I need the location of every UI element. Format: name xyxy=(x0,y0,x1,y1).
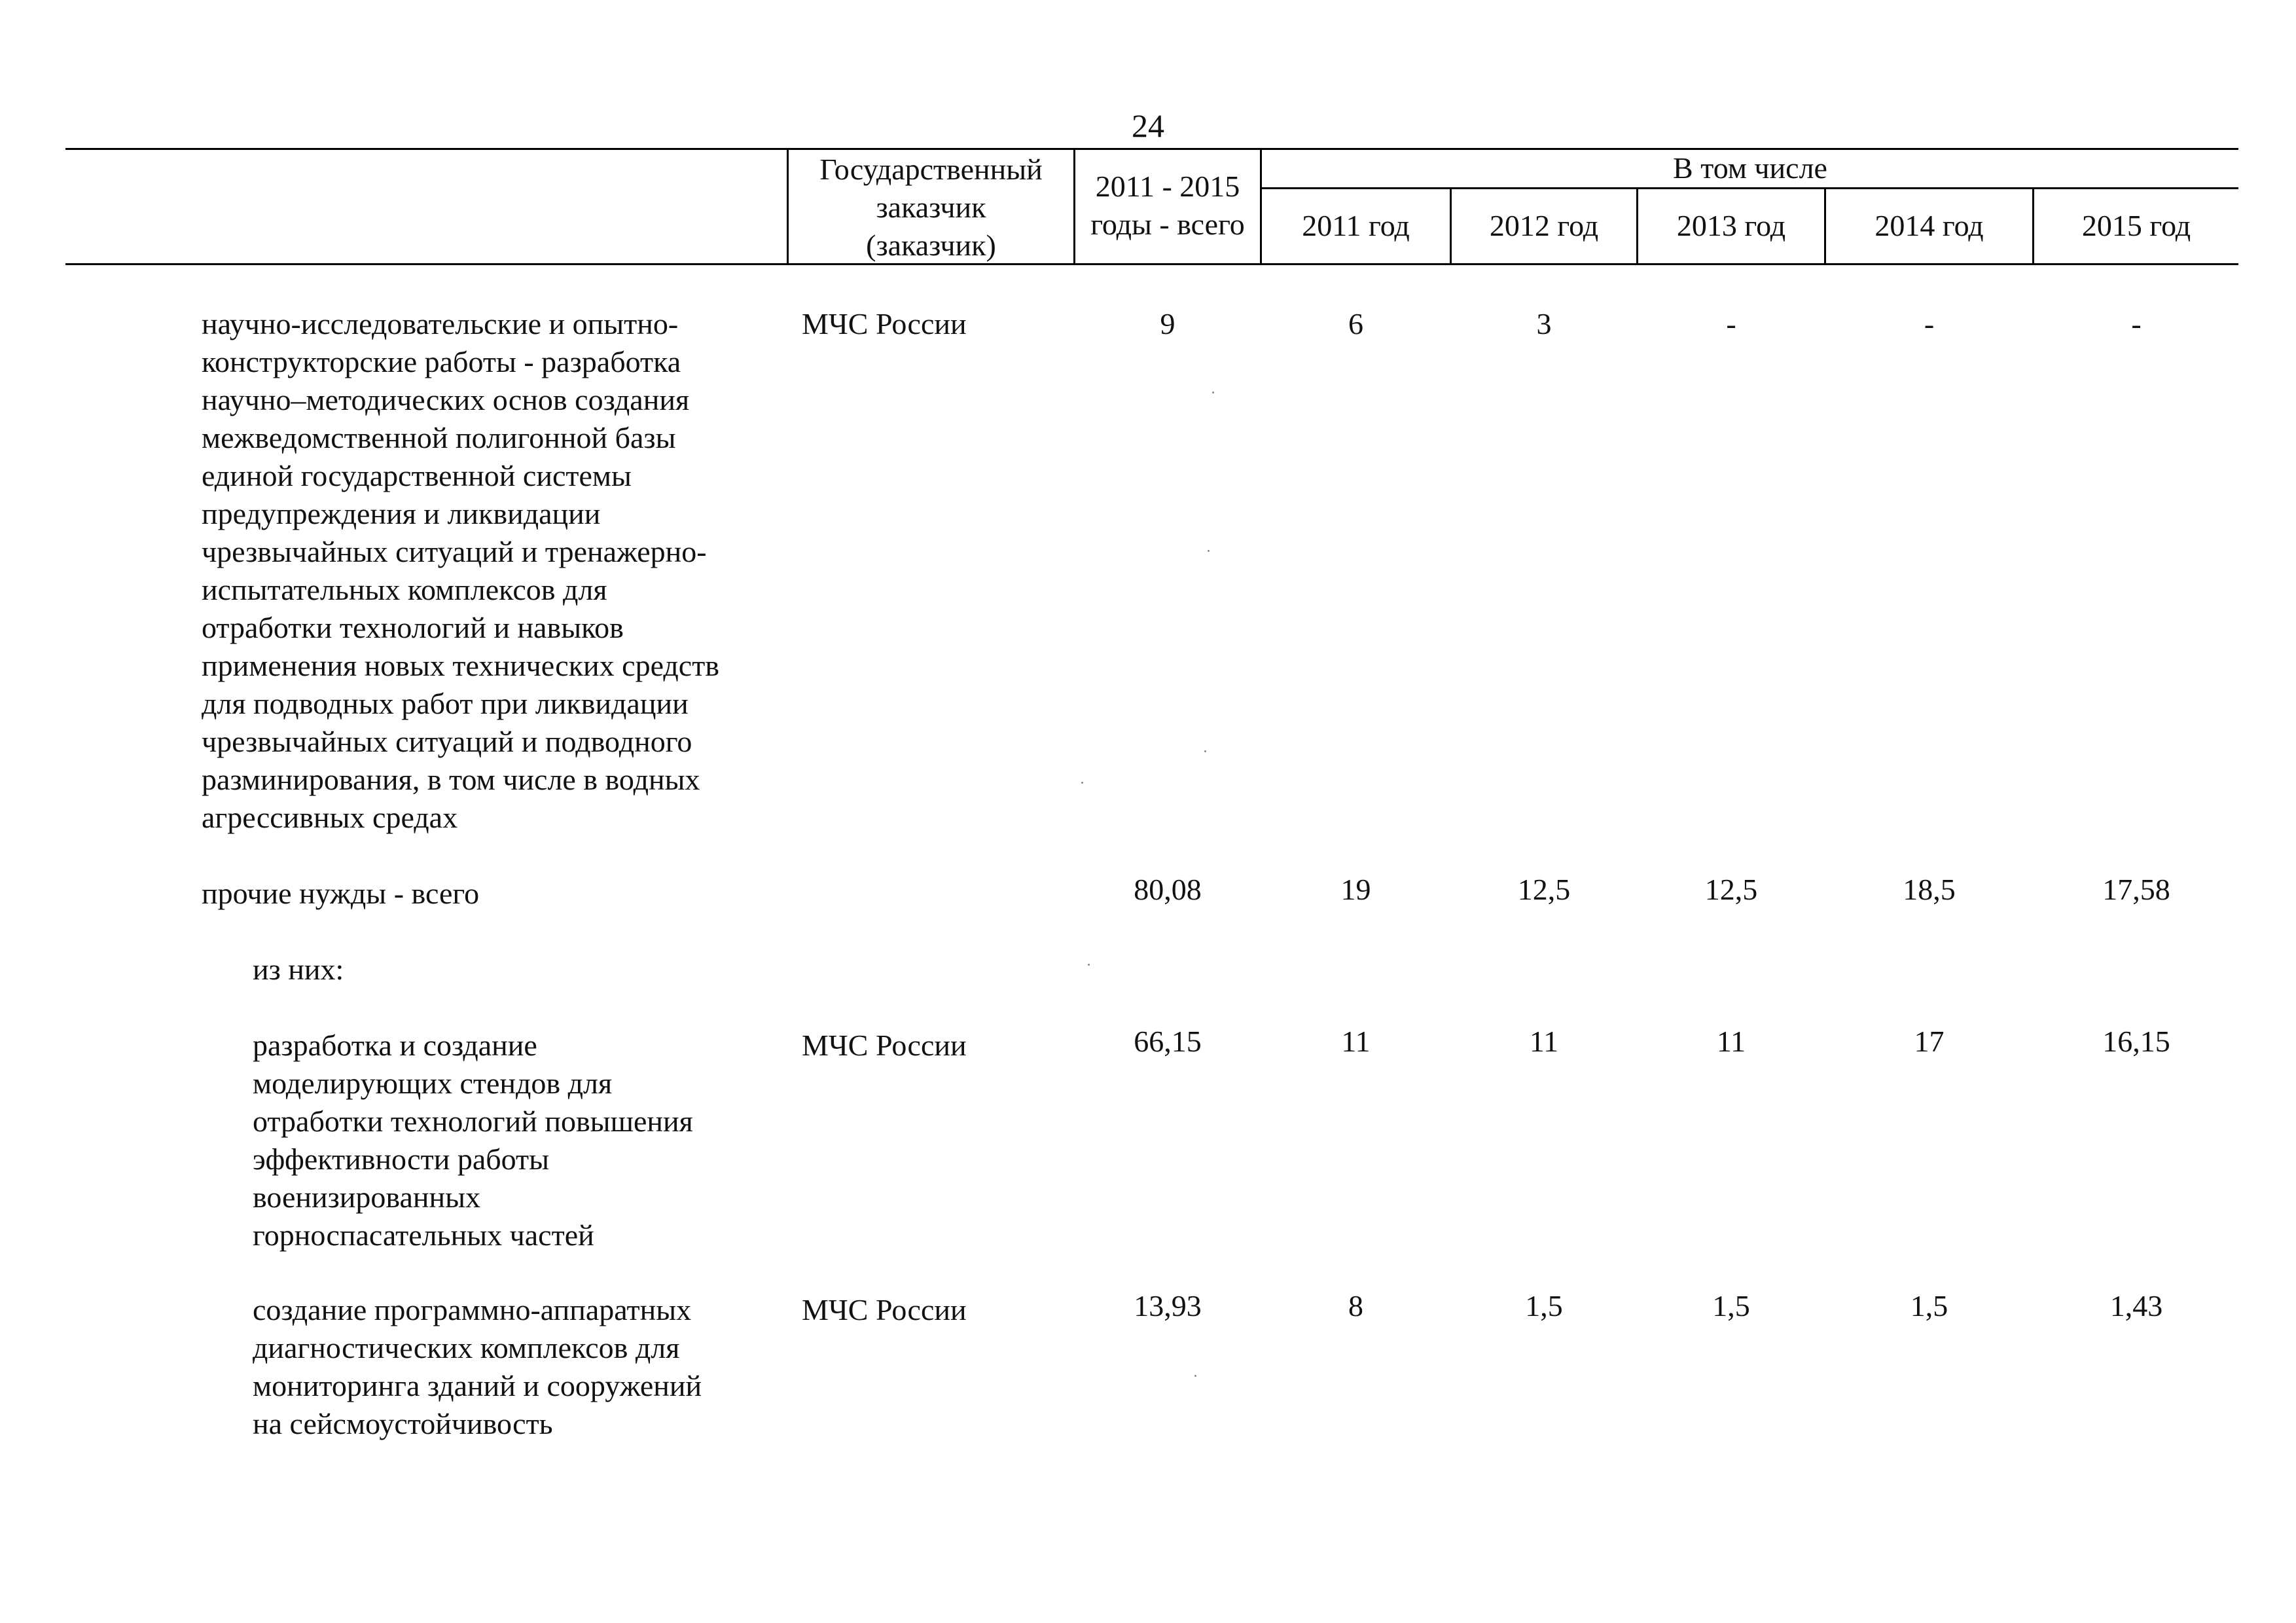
row-total: 9 xyxy=(1160,307,1175,340)
row-description: прочие нужды - всего xyxy=(202,877,480,910)
page-number: 24 xyxy=(1132,107,1164,144)
scan-speck xyxy=(1194,1375,1196,1377)
row-2011: 19 xyxy=(1340,873,1371,906)
row-2011: 11 xyxy=(1341,1025,1371,1058)
header-bottom-rule xyxy=(65,263,2238,265)
row-2014: 1,5 xyxy=(1910,1289,1948,1322)
row-2011: 6 xyxy=(1348,307,1363,340)
row-total: 66,15 xyxy=(1134,1025,1202,1058)
row-description: разработка и создание моделирующих стендов для отработки технологий повышения эффективности работы военизированных горноспасательных частей xyxy=(253,1029,693,1252)
header-year-2014: 2014 год xyxy=(1874,209,1984,242)
row-description: научно-исследовательские и опытно- конструкторские работы - разработка научно‒методических основ создания межведомственной полигонной базы единой государственной системы предупреждения и ликвидации чрезвычайных ситуаций и тренажерно- испытательных комплексов для отработки технологий и навыков применения новых технических средств для подводных работ при ликвидации чрезвычайных ситуаций и подводного разминирования, в том числе в водных агрессивных средах xyxy=(202,307,720,834)
header-total: 2011 - 2015 годы - всего xyxy=(1090,170,1245,241)
row-2013: 12,5 xyxy=(1704,873,1758,906)
header-customer: Государственный заказчик (заказчик) xyxy=(819,153,1043,262)
scan-speck xyxy=(1208,550,1210,552)
row-2014: - xyxy=(1924,307,1935,340)
scan-speck xyxy=(1081,782,1083,784)
row-2015: 16,15 xyxy=(2102,1025,2170,1058)
row-customer: МЧС России xyxy=(802,307,967,340)
row-2015: 17,58 xyxy=(2102,873,2170,906)
row-description: создание программно-аппаратных диагностических комплексов для мониторинга зданий и сооружений на сейсмоустойчивость xyxy=(253,1293,702,1440)
row-2015: - xyxy=(2131,307,2142,340)
row-2013: 11 xyxy=(1716,1025,1746,1058)
row-2012: 1,5 xyxy=(1525,1289,1563,1322)
header-including: В том числе xyxy=(1673,151,1827,185)
header-year-2012: 2012 год xyxy=(1489,209,1599,242)
row-2012: 3 xyxy=(1536,307,1552,340)
row-2012: 12,5 xyxy=(1517,873,1571,906)
scan-speck xyxy=(1212,392,1214,393)
row-total: 13,93 xyxy=(1134,1289,1202,1322)
row-customer: МЧС России xyxy=(802,1029,967,1062)
row-2013: - xyxy=(1726,307,1736,340)
row-2015: 1,43 xyxy=(2109,1289,2163,1322)
scan-speck xyxy=(1204,750,1206,752)
row-customer: МЧС России xyxy=(802,1293,967,1326)
header-year-2015: 2015 год xyxy=(2081,209,2191,242)
row-2012: 11 xyxy=(1529,1025,1559,1058)
row-2014: 17 xyxy=(1914,1025,1945,1058)
including-rule xyxy=(1260,187,2238,189)
row-2013: 1,5 xyxy=(1712,1289,1750,1322)
scan-speck xyxy=(1088,964,1090,966)
header-year-2013: 2013 год xyxy=(1676,209,1786,242)
row-2011: 8 xyxy=(1348,1289,1363,1322)
header-year-2011: 2011 год xyxy=(1302,209,1410,242)
row-total: 80,08 xyxy=(1134,873,1202,906)
row-2014: 18,5 xyxy=(1903,873,1956,906)
row-description: из них: xyxy=(253,953,344,986)
